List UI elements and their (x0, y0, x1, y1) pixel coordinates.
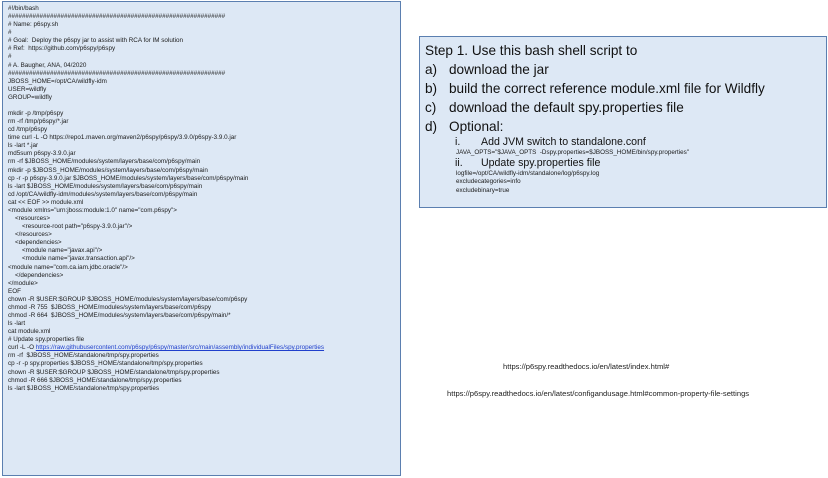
script-line: chown -R $USER:$GROUP $JBOSS_HOME/standalone/tmp/spy.properties (8, 368, 220, 376)
docs-config-link[interactable]: https://p6spy.readthedocs.io/en/latest/configandusage.html#common-property-file-settings (447, 389, 750, 398)
script-line: md5sum p6spy-3.9.0.jar (8, 150, 76, 158)
script-line: <dependencies> (8, 239, 62, 247)
script-tail (8, 352, 400, 392)
script-line: rm -rf /tmp/p6spy/*.jar (8, 118, 69, 126)
script-line: <resources> (8, 215, 50, 223)
step-item-d (425, 117, 826, 136)
script-line: ls -lart *.jar (8, 142, 39, 150)
spy-properties-link[interactable]: https://raw.githubusercontent.com/p6spy/p6spy/master/src/main/assembly/individualFiles/spy.properties (35, 344, 325, 352)
script-line: chown -R $USER:$GROUP $JBOSS_HOME/modules/system/layers/base/com/p6spy (8, 295, 248, 303)
script-line: cp -r -p p6spy-3.9.0.jar $JBOSS_HOME/modules/system/layers/base/com/p6spy/main (8, 174, 249, 182)
script-line (8, 102, 400, 110)
sub-label: Add JVM switch to standalone.conf (481, 136, 646, 148)
script-line: ############################################################## (8, 69, 226, 77)
step-panel (419, 36, 827, 208)
step-title: Step 1. Use this bash shell script to (425, 43, 638, 58)
sub-item-update-properties (425, 157, 826, 170)
script-line: <module name="javax.api"/> (8, 247, 103, 255)
sub-marker: i. (455, 136, 461, 148)
script-line: chmod -R 664 $JBOSS_HOME/modules/system/layers/base/com/p6spy/main/* (8, 311, 231, 319)
script-line: </module> (8, 279, 38, 287)
script-line-curl (8, 344, 400, 352)
step-marker: b) (425, 81, 438, 96)
script-panel (2, 1, 401, 476)
script-line: # (8, 53, 12, 61)
script-line: rm -rf $JBOSS_HOME/modules/system/layers/base/com/p6spy/main (8, 158, 201, 166)
script-line: ls -lart (8, 320, 26, 328)
properties-code-line: logfile=/opt/CA/wildfly-idm/standalone/log/p6spy.log (456, 170, 600, 178)
step-item-b (425, 79, 826, 98)
script-line: EOF (8, 287, 21, 295)
script-line: time curl -L -O https://repo1.maven.org/maven2/p6spy/p6spy/3.9.0/p6spy-3.9.0.jar (8, 134, 237, 142)
step-marker: c) (425, 100, 437, 115)
script-line: JBOSS_HOME=/opt/CA/wildfly-idm (8, 77, 107, 85)
step-item-a (425, 60, 826, 79)
script-line: cat << EOF >> module.xml (8, 198, 84, 206)
script-line: </resources> (8, 231, 52, 239)
script-line: mkdir -p /tmp/p6spy (8, 110, 64, 118)
step-label: build the correct reference module.xml file for Wildfly (449, 81, 765, 96)
step-label: download the jar (449, 62, 549, 77)
java-opts-code: JAVA_OPTS="$JAVA_OPTS -Dspy.properties=$JBOSS_HOME/bin/spy.properties" (456, 149, 689, 156)
script-line: chmod -R 755 $JBOSS_HOME/modules/system/layers/base/com/p6spy (8, 303, 211, 311)
sub-item-jvm-switch (425, 136, 826, 149)
step-marker: a) (425, 62, 438, 77)
curl-command: curl -L -O (8, 344, 36, 352)
script-line: USER=wildfly (8, 85, 47, 93)
script-line: cat module.xml (8, 328, 51, 336)
script-line: # (8, 29, 12, 37)
script-line: # Update spy.properties file (8, 336, 85, 344)
script-line: # Ref: https://github.com/p6spy/p6spy (8, 45, 116, 53)
script-line: <module xmlns="urn:jboss:module:1.0" name="com.p6spy"> (8, 206, 177, 214)
script-line: <resource-root path="p6spy-3.9.0.jar"/> (8, 223, 133, 231)
sub-marker: ii. (455, 157, 463, 170)
script-line: # Goal: Deploy the p6spy jar to assist with RCA for IM solution (8, 37, 183, 45)
properties-code-line: excludecategories=info (456, 178, 521, 186)
script-line: ls -lart $JBOSS_HOME/standalone/tmp/spy.properties (8, 384, 160, 392)
step-marker: d) (425, 119, 438, 134)
script-line: chmod -R 666 $JBOSS_HOME/standalone/tmp/spy.properties (8, 376, 182, 384)
script-line: </dependencies> (8, 271, 64, 279)
script-line: mkdir -p $JBOSS_HOME/modules/system/layers/base/com/p6spy/main (8, 166, 208, 174)
step-item-c (425, 98, 826, 117)
step-label: download the default spy.properties file (449, 100, 684, 115)
script-line: #!/bin/bash (8, 5, 39, 12)
script-line: # A. Baugher, ANA, 04/2020 (8, 61, 87, 69)
script-line: ############################################################## (8, 13, 226, 21)
script-line: <module name="javax.transaction.api"/> (8, 255, 135, 263)
script-line: cp -r -p spy.properties $JBOSS_HOME/standalone/tmp/spy.properties (8, 360, 203, 368)
script-line: cd /tmp/p6spy (8, 126, 48, 134)
properties-code-line: excludebinary=true (456, 186, 510, 194)
script-line: # Name: p6spy.sh (8, 21, 59, 29)
script-line: cd /opt/CA/wildfly-idm/modules/system/layers/base/com/p6spy/main (8, 190, 198, 198)
sub-label: Update spy.properties file (481, 157, 601, 170)
step-label: Optional: (449, 119, 504, 134)
script-line: ls -lart $JBOSS_HOME/modules/system/layers/base/com/p6spy/main (8, 182, 203, 190)
docs-index-link[interactable]: https://p6spy.readthedocs.io/en/latest/index.html# (503, 362, 670, 371)
script-body (8, 5, 400, 344)
script-line: <module name="com.ca.iam.jdbc.oracle"/> (8, 263, 128, 271)
script-line: GROUP=wildfly (8, 93, 52, 101)
script-line: rm -rf $JBOSS_HOME/standalone/tmp/spy.properties (8, 352, 159, 360)
